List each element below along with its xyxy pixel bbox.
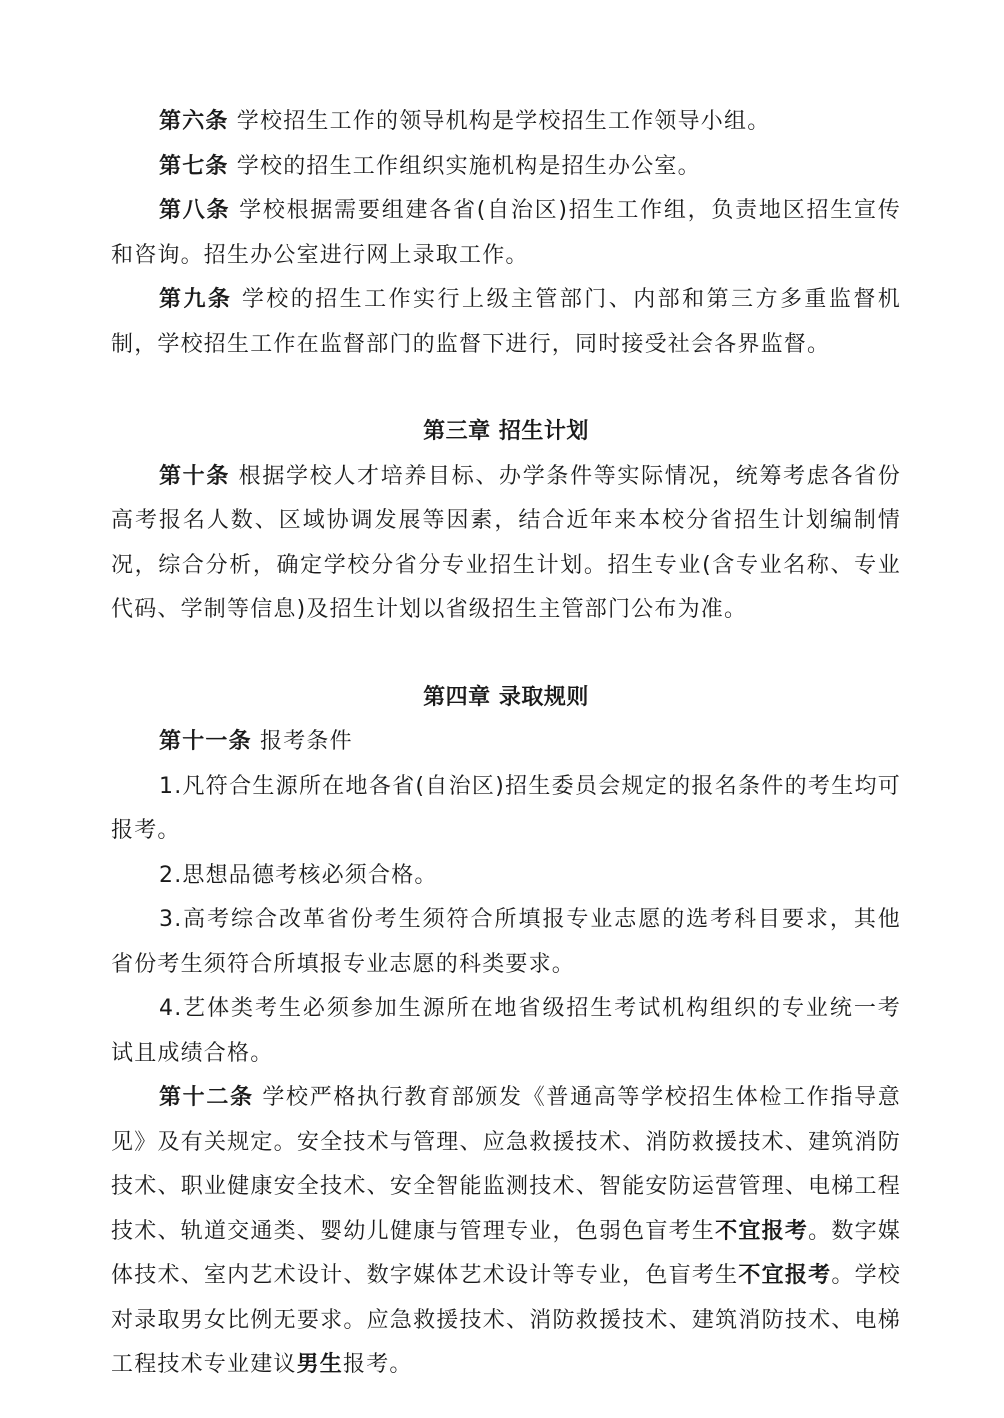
article-12-text-2: 。数字媒体技术、室内艺术设计、数字媒体艺术设计等专业，色盲考生 [111, 1218, 902, 1288]
article-12 [111, 1076, 901, 1388]
article-9-text: 学校的招生工作实行上级主管部门、内部和第三方多重监督机制，学校招生工作在监督部门的监督下进行，同时接受社会各界监督。 [111, 287, 901, 357]
article-9 [111, 278, 901, 367]
article-6 [111, 100, 901, 145]
article-12-emphasis-1: 不宜报考 [715, 1218, 809, 1244]
article-12-text-3: 。学校对录取男女比例无要求。应急救援技术、消防救援技术、建筑消防技术、电梯工程技术专业建议 [111, 1263, 901, 1377]
article-11 [111, 720, 901, 765]
article-7-label: 第七条 [159, 153, 229, 179]
article-7 [111, 145, 901, 190]
article-8 [111, 189, 901, 278]
article-10 [111, 455, 901, 633]
section-gap [111, 633, 901, 676]
article-6-text: 学校招生工作的领导机构是学校招生工作领导小组。 [228, 109, 771, 134]
article-12-text-1: 学校严格执行教育部颁发《普通高等学校招生体检工作指导意见》及有关规定。安全技术与管理、应急救援技术、消防救援技术、建筑消防技术、职业健康安全技术、安全智能监测技术、智能安防运营管理、电梯工程技术、轨道交通类、婴幼儿健康与管理专业，色弱色盲考生 [111, 1085, 901, 1244]
article-11-item-3: 3.高考综合改革省份考生须符合所填报专业志愿的选考科目要求，其他省份考生须符合所填报专业志愿的科类要求。 [111, 907, 901, 977]
chapter-4-heading: 第四章 录取规则 [423, 684, 589, 710]
article-8-text: 学校根据需要组建各省(自治区)招生工作组，负责地区招生宣传和咨询。招生办公室进行网上录取工作。 [111, 198, 901, 268]
article-11-item-2: 2.思想品德考核必须合格。 [159, 862, 438, 888]
article-12-label: 第十二条 [159, 1085, 254, 1110]
chapter-3-heading: 第三章 招生计划 [423, 419, 589, 444]
article-10-label: 第十条 [159, 463, 231, 489]
article-12-emphasis-3: 男生 [296, 1352, 344, 1377]
article-12-emphasis-2: 不宜报考 [738, 1263, 832, 1288]
article-9-label: 第九条 [159, 287, 233, 312]
section-gap [111, 367, 901, 410]
article-7-text: 学校的招生工作组织实施机构是招生办公室。 [228, 153, 701, 179]
article-12-text-4: 报考。 [343, 1352, 413, 1377]
article-11-text: 报考条件 [251, 729, 353, 754]
document-content [111, 100, 901, 1388]
article-10-text: 根据学校人才培养目标、办学条件等实际情况，统筹考虑各省份高考报名人数、区域协调发展等因素，结合近年来本校分省招生计划编制情况，综合分析，确定学校分省分专业招生计划。招生专业(含专业名称、专业代码、学制等信息)及招生计划以省级招生主管部门公布为准。 [111, 463, 901, 622]
article-11-item-4: 4.艺体类考生必须参加生源所在地省级招生考试机构组织的专业统一考试且成绩合格。 [111, 996, 901, 1066]
article-8-label: 第八条 [159, 198, 231, 223]
article-11-label: 第十一条 [159, 729, 252, 754]
article-6-label: 第六条 [159, 109, 229, 134]
article-11-item-1: 1.凡符合生源所在地各省(自治区)招生委员会规定的报名条件的考生均可报考。 [111, 773, 901, 843]
